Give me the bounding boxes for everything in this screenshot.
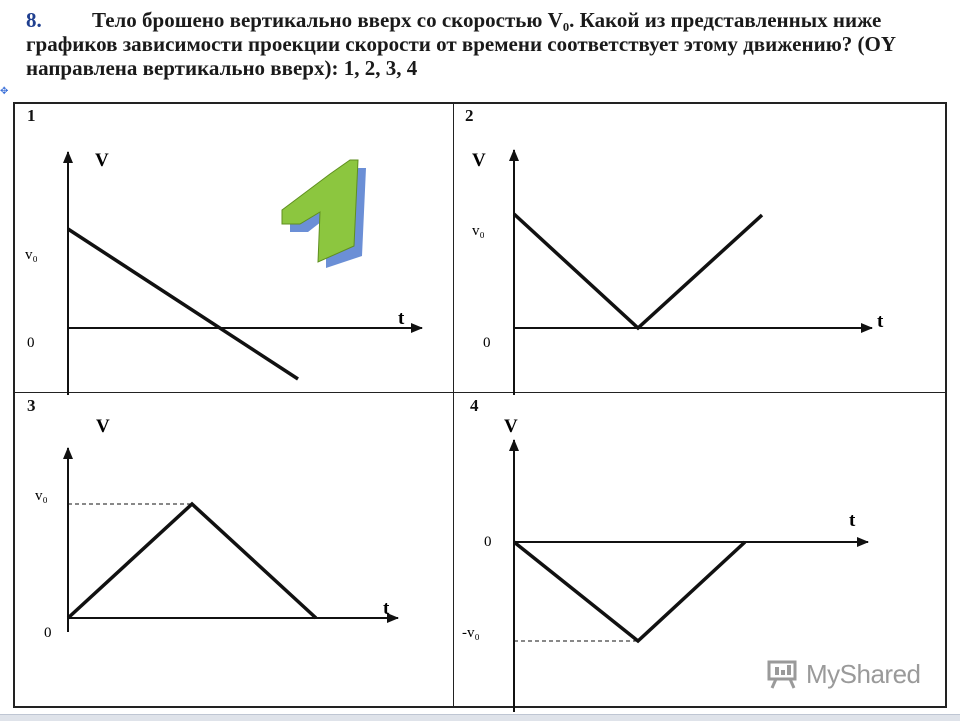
graph-2-velocity-line: [514, 214, 762, 328]
question-number: 8.: [26, 8, 42, 32]
graph-4-t-label: t: [849, 510, 856, 531]
panel-2-number: 2: [465, 106, 474, 125]
panel-4-number: 4: [470, 396, 479, 415]
graph-3-zero-label: 0: [44, 625, 52, 641]
graph-4-neg-v0-label: -v₀: [462, 625, 480, 641]
graph-3-t-label: t: [383, 598, 390, 619]
graph-2-v0-label: v₀: [472, 223, 485, 239]
watermark: [766, 656, 921, 692]
graph-3-velocity-line: [68, 504, 316, 618]
graph-2-t-label: t: [877, 311, 884, 332]
panel-1-number: 1: [27, 106, 36, 125]
graph-3-v0-label: v₀: [35, 488, 48, 504]
answer-badge-digit: [282, 160, 358, 262]
panel-3-number: 3: [27, 396, 36, 415]
graph-2-zero-label: 0: [483, 335, 491, 351]
graph-1-velocity-line: [68, 229, 298, 379]
answer-badge: [282, 160, 366, 268]
graph-1-t-label: t: [398, 308, 405, 329]
graph-2-v-label: V: [472, 150, 486, 171]
table-move-handle-icon[interactable]: ✥: [0, 86, 9, 97]
question-body: Тело брошено вертикально вверх со скоростью V₀. Какой из представленных ниже графиков зависимости проекции скорости от времени соответствует этому движению? (OY направлена вертикально вверх): 1, 2, 3, 4: [26, 8, 896, 80]
graph-1-zero-label: 0: [27, 335, 35, 351]
graph-4-zero-label: 0: [484, 534, 492, 550]
watermark-text: MyShared: [806, 658, 921, 689]
graph-1-v-label: V: [95, 150, 109, 171]
presentation-icon: [766, 659, 800, 689]
graph-4-velocity-line: [514, 542, 745, 641]
graph-3-v-label: V: [96, 416, 110, 437]
graph-4-v-label: V: [504, 416, 518, 437]
graph-2: [472, 150, 884, 395]
graph-1-v0-label: v₀: [25, 247, 38, 263]
graph-3: [35, 416, 398, 641]
